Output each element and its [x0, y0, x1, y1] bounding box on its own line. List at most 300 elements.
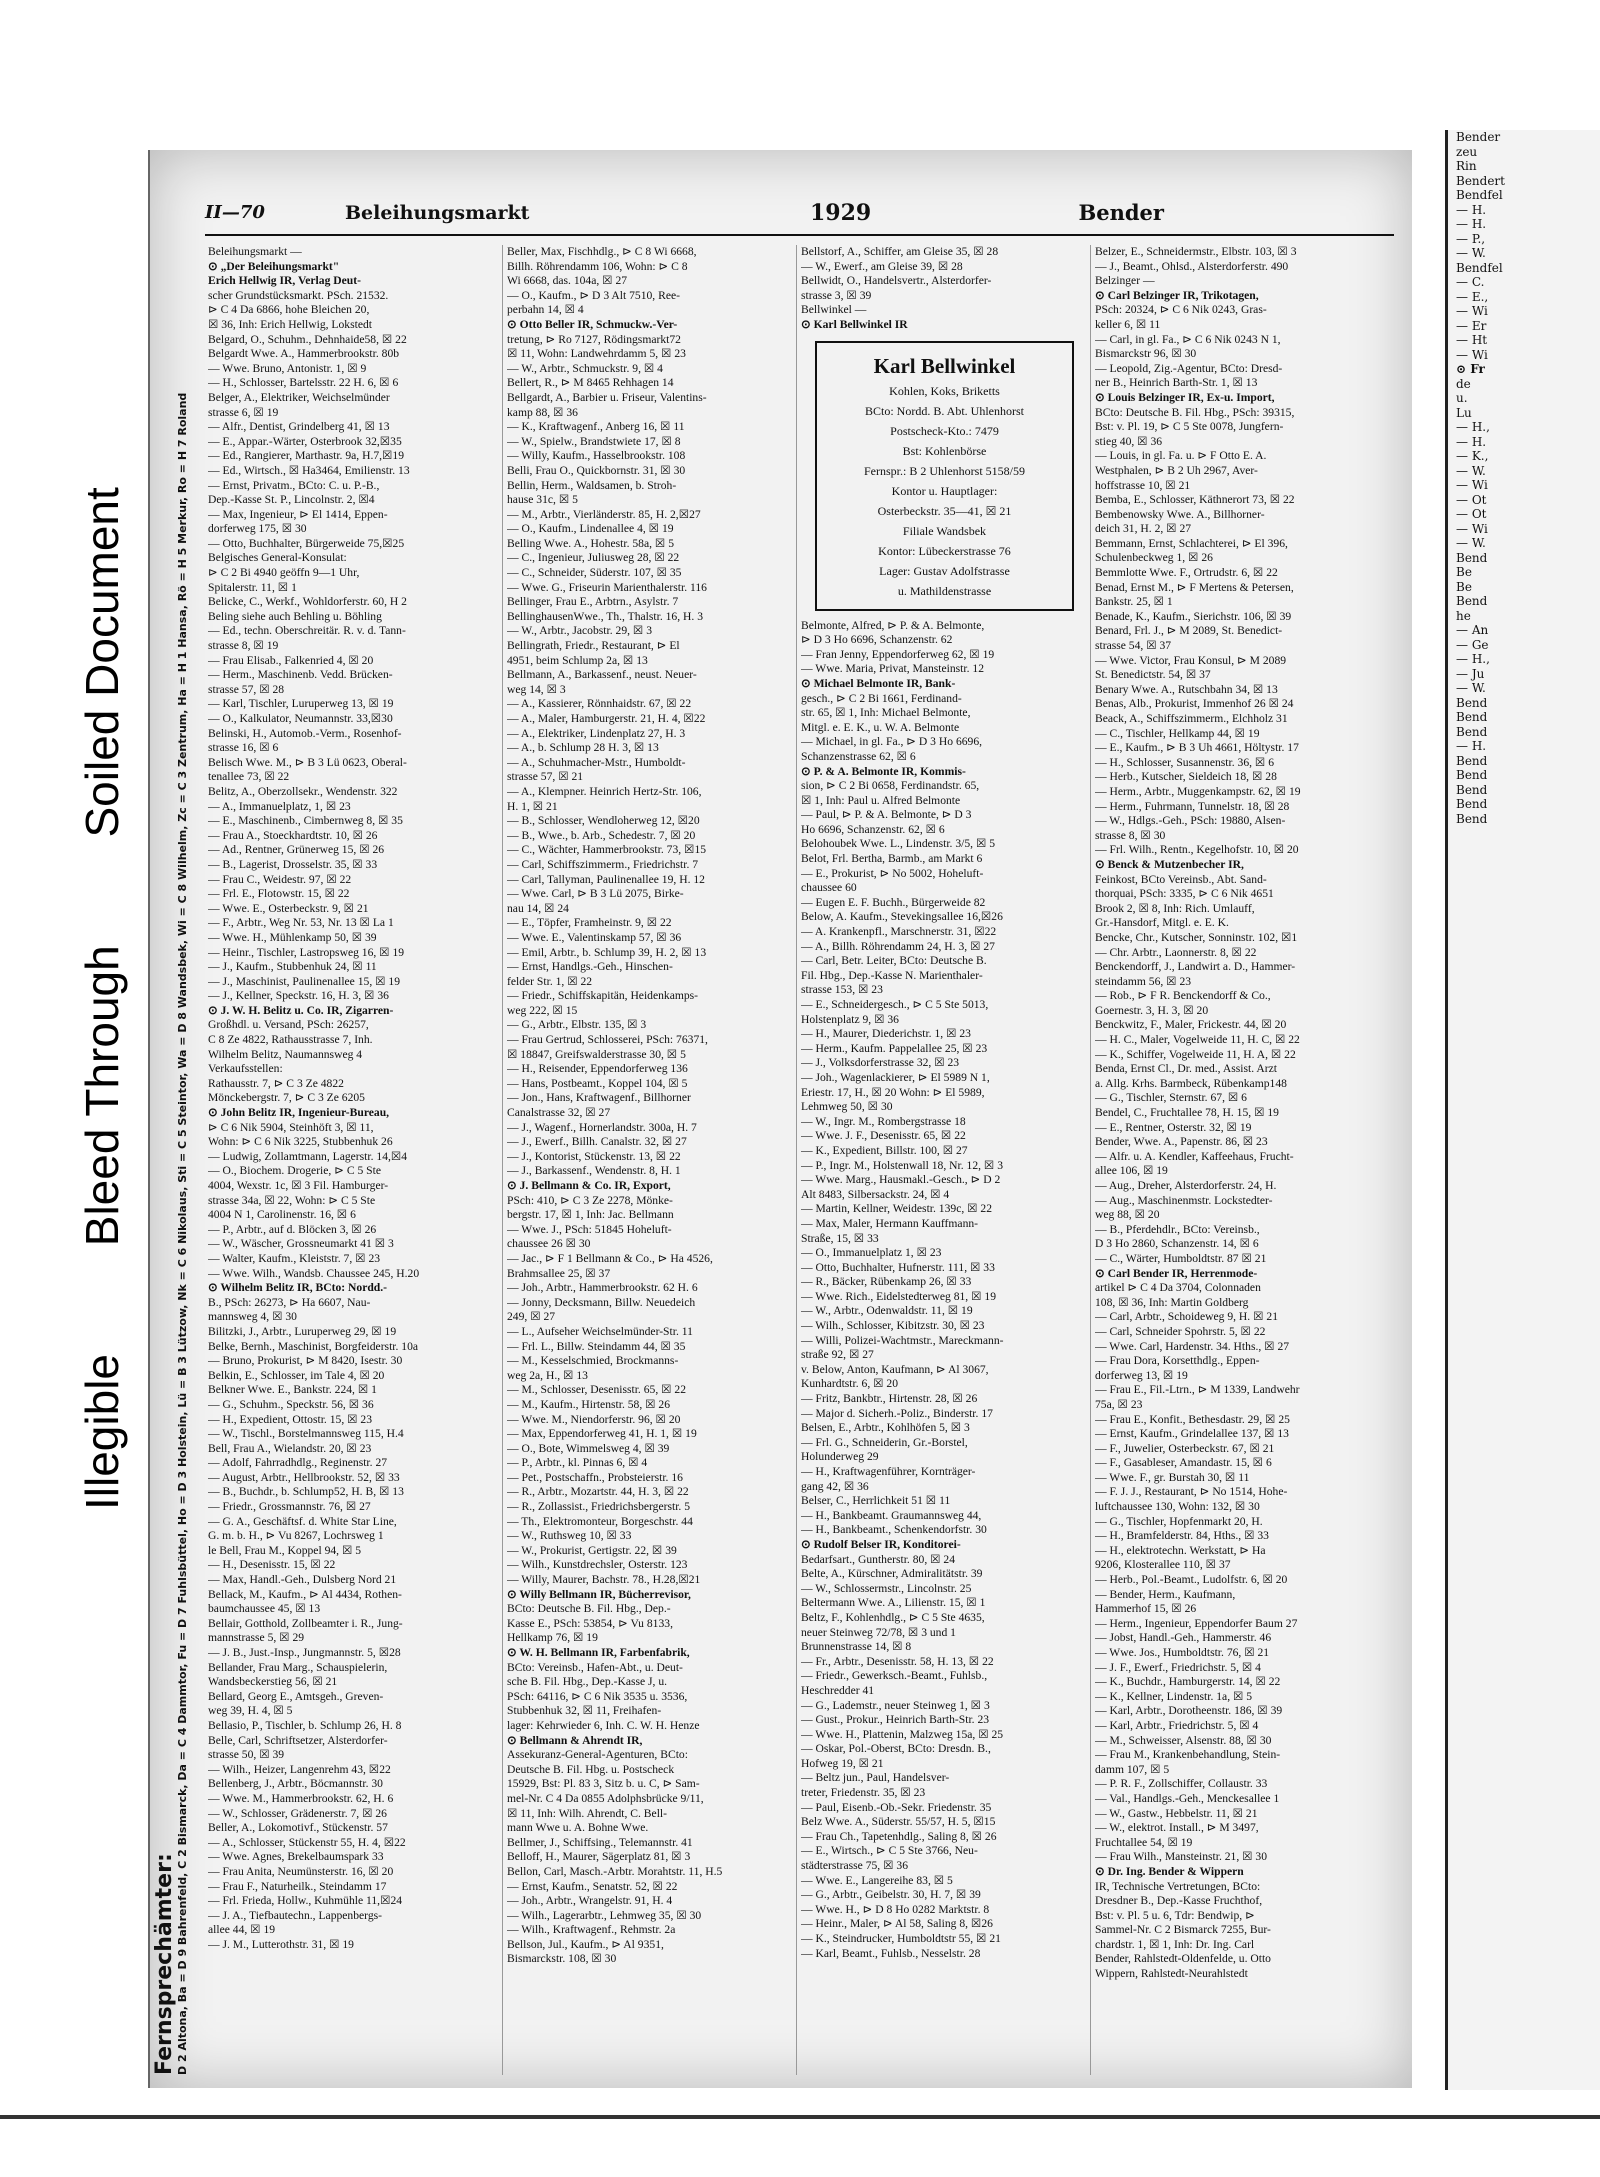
directory-entry-line: Sammel-Nr. C 2 Bismarck 7255, Bur- — [1095, 1923, 1271, 1937]
directory-entry-line: Bellinger, Frau E., Arbtrn., Asylstr. 7 — [507, 595, 679, 609]
directory-entry-line: — F. J. J., Restaurant, ⊳ No 1514, Hohe- — [1095, 1485, 1288, 1499]
directory-entry-line: — Wwe. H., Mühlenkamp 50, ☒ 39 — [208, 930, 377, 944]
directory-entry-line: Below, A. Kaufm., Stevekingsallee 16,☒26 — [801, 910, 1003, 924]
directory-entry-line: ⊙ Carl Belzinger IR, Trikotagen, — [1095, 288, 1259, 302]
directory-entry-line: damm 107, ☒ 5 — [1095, 1762, 1170, 1776]
directory-entry-line: — Bender, Herm., Kaufmann, — [1095, 1587, 1236, 1601]
directory-entry-line: — O., Bote, Wimmelsweg 4, ☒ 39 — [507, 1441, 670, 1455]
year: 1929 — [810, 200, 872, 226]
directory-entry-line: strasse 50, ☒ 39 — [208, 1748, 285, 1762]
directory-entry-line: Bellgardt, A., Barbier u. Friseur, Valentins- — [507, 390, 707, 404]
directory-entry-line: Bender, Rahlstedt-Oldenfelde, u. Otto — [1095, 1952, 1271, 1966]
directory-entry-line: Dresdner B., Dep.-Kasse Fruchthof, — [1095, 1894, 1263, 1908]
directory-entry-line: — R., Zollassist., Friedrichsbergerstr. 5 — [507, 1500, 691, 1514]
directory-entry-line: PSch: 410, ⊳ C 3 Ze 2278, Mönke- — [507, 1193, 673, 1207]
directory-entry-line: ⊙ „Der Beleihungsmarkt" — [208, 259, 340, 273]
directory-entry-line: Bismarckstr 96, ☒ 30 — [1095, 347, 1197, 361]
directory-entry-line: — Frl. Wilh., Rentn., Kegelhofstr. 10, ☒ 20 — [1095, 843, 1299, 857]
directory-entry-line: 9206, Klosterallee 110, ☒ 37 — [1095, 1558, 1231, 1572]
edge-fragment: — Wi — [1456, 347, 1488, 362]
column-3-top — [801, 245, 1086, 333]
directory-entry-line: strasse 8, ☒ 30 — [1095, 828, 1166, 842]
directory-entry-line: — Ernst, Privatm., BCto: C. u. P.-B., — [208, 478, 380, 492]
directory-entry-line: chaussee 60 — [801, 881, 857, 895]
edge-fragment: — C. — [1456, 275, 1485, 289]
directory-entry-line: — E., Maschinenb., Cimbernweg 8, ☒ 35 — [208, 814, 403, 828]
edge-fragment: — W. — [1456, 536, 1486, 550]
directory-entry-line: — G., Lademstr., neuer Steinweg 1, ☒ 3 — [801, 1698, 990, 1712]
directory-entry-line: — Wwe. Maria, Privat, Mansteinstr. 12 — [801, 662, 985, 676]
directory-entry-line: — L., Aufseher Weichselmünder-Str. 11 — [507, 1324, 693, 1338]
directory-entry-line: — J. A., Tiefbautechn., Lappenbergs- — [208, 1908, 382, 1922]
directory-entry-line: — Max, Maler, Hermann Kauffmann- — [801, 1216, 979, 1230]
directory-entry-line: Brahmsallee 25, ☒ 37 — [507, 1266, 611, 1280]
directory-entry-line: — Carl, Schneider Spohrstr. 5, ☒ 22 — [1095, 1324, 1266, 1338]
directory-entry-line: Ho 6696, Schanzenstr. 62, ☒ 6 — [801, 822, 945, 836]
directory-entry-line: — Wwe. Rich., Eidelstedterweg 81, ☒ 19 — [801, 1289, 996, 1303]
directory-entry-line: thorquai, PSch: 3335, ⊳ C 6 Nik 4651 — [1095, 887, 1274, 901]
directory-entry-line: strasse 57, ☒ 21 — [507, 770, 584, 784]
directory-entry-line: — P., Arbtr., auf d. Blöcken 3, ☒ 26 — [208, 1222, 377, 1236]
directory-entry-line: ⊙ Bellmann & Ahrendt IR, — [507, 1733, 643, 1747]
directory-entry-line: — A., Billh. Röhrendamm 24, H. 3, ☒ 27 — [801, 939, 995, 953]
illegible-label: Illegible — [76, 1354, 128, 1510]
directory-entry-line: — Wwe. Victor, Frau Konsul, ⊳ M 2089 — [1095, 653, 1287, 667]
directory-entry-line: — A., Immanuelplatz, 1, ☒ 23 — [208, 799, 351, 813]
directory-entry-line: — Louis, in gl. Fa. u. ⊳ F Otto E. A. — [1095, 449, 1267, 463]
column-1 — [208, 245, 493, 2075]
directory-entry-line: — Max, Handl.-Geh., Dulsberg Nord 21 — [208, 1573, 397, 1587]
directory-entry-line: lager: Kehrwieder 6, Inh. C. W. H. Henze — [507, 1718, 700, 1732]
directory-entry-line: 108, ☒ 36, Inh: Martin Goldberg — [1095, 1295, 1249, 1309]
directory-entry-line: — P., Ingr. M., Holstenwall 18, Nr. 12, ☒ 3 — [801, 1158, 1004, 1172]
directory-entry-line: — G., Tischler, Sternstr. 67, ☒ 6 — [1095, 1091, 1247, 1105]
directory-entry-line: Wi 6668, das. 104a, ☒ 27 — [507, 274, 628, 288]
directory-entry-line: PSch: 64116, ⊳ C 6 Nik 3535 u. 3536, — [507, 1689, 688, 1703]
directory-entry-line: — A., b. Schlump 28 H. 3, ☒ 13 — [507, 741, 659, 755]
directory-entry-line: Bellwidt, O., Handelsvertr., Alsterdorfer- — [801, 274, 992, 288]
edge-fragment: — E., — [1456, 289, 1489, 304]
directory-entry-line: — Otto, Buchhalter, Hufnerstr. 111, ☒ 33 — [801, 1260, 995, 1274]
directory-entry-line: ner B., Heinrich Barth-Str. 1, ☒ 13 — [1095, 376, 1258, 390]
ad-line: Bst: Kohlenbörse — [902, 443, 987, 458]
directory-entry-line: Spitalerstr. 11, ☒ 1 — [208, 580, 297, 594]
directory-entry-line: — Wwe. J., PSch: 51845 Hoheluft- — [507, 1222, 672, 1236]
directory-entry-line: — Heinr., Maler, ⊳ Al 58, Saling 8, ☒26 — [801, 1917, 993, 1931]
directory-entry-line: — Herm., Arbtr., Muggenkampstr. 62, ☒ 19 — [1095, 784, 1301, 798]
directory-entry-line: Bellson, Jul., Kaufm., ⊳ Al 9351, — [507, 1937, 664, 1951]
directory-entry-line: — H., Desenisstr. 15, ☒ 22 — [208, 1558, 336, 1572]
edge-fragment: Bend — [1456, 753, 1488, 768]
directory-entry-line: Benad, Ernst M., ⊳ F Mertens & Petersen, — [1095, 580, 1294, 594]
directory-entry-line: Feinkost, BCto Vereinsb., Abt. Sand- — [1095, 872, 1267, 886]
directory-entry-line: — Wwe. Carl, ⊳ B 3 Lü 2075, Birke- — [507, 887, 684, 901]
directory-entry-line: steindamm 56, ☒ 23 — [1095, 974, 1192, 988]
directory-entry-line: strasse 6, ☒ 19 — [208, 405, 279, 419]
directory-entry-line: Bemmann, Ernst, Schlachterei, ⊳ El 396, — [1095, 536, 1288, 550]
directory-entry-line: treter, Friedenstr. 35, ☒ 23 — [801, 1786, 926, 1800]
directory-entry-line: — Ed., Rangierer, Marthastr. 9a, H.7,☒19 — [208, 449, 405, 463]
directory-entry-line: Bellasio, P., Tischler, b. Schlump 26, H. 8 — [208, 1718, 402, 1732]
directory-entry-line: ⊳ C 4 Da 6866, hohe Bleichen 20, — [208, 303, 370, 317]
directory-entry-line: D 3 Ho 2860, Schanzenstr. 14, ☒ 6 — [1095, 1237, 1259, 1251]
directory-entry-line: — O., Kaufm., ⊳ D 3 Alt 7510, Ree- — [507, 288, 680, 302]
directory-entry-line: Benade, K., Kaufm., Sierichstr. 106, ☒ 39 — [1095, 609, 1292, 623]
directory-entry-line: — G., Arbtr., Elbstr. 135, ☒ 3 — [507, 1018, 647, 1032]
directory-entry-line: hause 31c, ☒ 5 — [507, 493, 578, 507]
directory-entry-line: — Herm., Maschinenb. Vedd. Brücken- — [208, 668, 393, 682]
directory-entry-line: Mitgl. e. E. K., u. W. A. Belmonte — [801, 720, 960, 734]
directory-entry-line: ☒ 1, Inh: Paul u. Alfred Belmonte — [801, 793, 961, 807]
directory-entry-line: — Willi, Polizei-Wachtmstr., Mareckmann- — [801, 1333, 1004, 1347]
directory-entry-line: Belling Wwe. A., Hohestr. 58a, ☒ 5 — [507, 536, 674, 550]
directory-entry-line: — Wwe. E., Langereihe 83, ☒ 5 — [801, 1873, 953, 1887]
edge-fragment: Bend — [1456, 797, 1488, 811]
directory-entry-line: 15929, Bst: Pl. 83 3, Sitz b. u. C, ⊳ Sam- — [507, 1777, 700, 1791]
directory-entry-line: Belgardt Wwe. A., Hammerbrookstr. 80b — [208, 347, 400, 361]
directory-entry-line: — E., Rentner, Osterstr. 32, ☒ 19 — [1095, 1120, 1252, 1134]
directory-entry-line: BellinghausenWwe., Th., Thalstr. 16, H. 3 — [507, 609, 703, 623]
directory-entry-line: Hofweg 19, ☒ 21 — [801, 1756, 884, 1770]
directory-entry-line: — K., Buchdr., Hamburgerstr. 14, ☒ 22 — [1095, 1675, 1281, 1689]
directory-entry-line: — B., Wwe., b. Arb., Schedestr. 7, ☒ 20 — [507, 828, 696, 842]
directory-entry-line: Beack, A., Schiffszimmerm., Elchholz 31 — [1095, 712, 1288, 725]
directory-entry-line: Bellstorf, A., Schiffer, am Gleise 35, ☒ 28 — [801, 245, 999, 258]
edge-fragment: Bendfel — [1456, 260, 1503, 275]
column-2 — [502, 245, 792, 2075]
directory-entry-line: — M., Schweisser, Alsenstr. 88, ☒ 30 — [1095, 1733, 1272, 1747]
directory-entry-line: Bankstr. 25, ☒ 1 — [1095, 595, 1173, 609]
directory-entry-line: Benard, Frl. J., ⊳ M 2089, St. Benedict- — [1095, 624, 1283, 638]
directory-entry-line: artikel ⊳ C 4 Da 3704, Colonnaden — [1095, 1281, 1261, 1295]
directory-entry-line: Brunnenstrasse 14, ☒ 8 — [801, 1640, 912, 1654]
directory-entry-line: — Karl, Tischler, Luruperweg 13, ☒ 19 — [208, 697, 394, 711]
directory-entry-line: Belinski, H., Automob.-Verm., Rosenhof- — [208, 726, 402, 740]
directory-entry-line: Benckendorff, J., Landwirt a. D., Hammer- — [1095, 960, 1296, 974]
directory-entry-line: — Ernst, Handlgs.-Geh., Hinschen- — [507, 960, 673, 974]
edge-fragment: — Ge — [1456, 637, 1489, 652]
edge-fragment: Be — [1456, 565, 1472, 579]
directory-entry-line: — A. Krankenpfl., Marschnerstr. 31, ☒22 — [801, 925, 997, 939]
directory-entry-line: Mönckebergstr. 7, ⊳ C 3 Ze 6205 — [208, 1091, 365, 1105]
edge-fragment: — H. — [1456, 739, 1487, 753]
directory-entry-line: ⊙ Willy Bellmann IR, Bücherrevisor, — [507, 1587, 691, 1601]
directory-entry-line: — G. A., Geschäftsf. d. White Star Line, — [208, 1514, 397, 1528]
directory-entry-line: — Wilh., Kraftwagenf., Rehmstr. 2a — [507, 1923, 676, 1937]
edge-fragment: Bend — [1456, 594, 1488, 608]
directory-entry-line: Belmonte, Alfred, ⊳ P. & A. Belmonte, — [801, 618, 985, 632]
edge-fragment: — H. — [1456, 202, 1487, 217]
directory-entry-line: Wandsbeckerstieg 56, ☒ 21 — [208, 1675, 338, 1689]
directory-entry-line: — P. R. F., Zollschiffer, Collaustr. 33 — [1095, 1777, 1268, 1791]
edge-fragment: — Wi — [1456, 304, 1488, 318]
directory-entry-line: strasse 3, ☒ 39 — [801, 288, 872, 302]
directory-entry-line: ⊙ John Belitz IR, Ingenieur-Bureau, — [208, 1106, 390, 1120]
directory-entry-line: — A., Schlosser, Stückenstr 55, H. 4, ☒22 — [208, 1835, 406, 1849]
directory-entry-line: Bst: v. Pl. 19, ⊳ C 5 Ste 0078, Jungfern- — [1095, 420, 1284, 434]
directory-entry-line: Großhdl. u. Versand, PSch: 26257, — [208, 1018, 369, 1032]
directory-entry-line: baumchaussee 45, ☒ 13 — [208, 1602, 321, 1616]
directory-entry-line: ⊙ J. W. H. Belitz u. Co. IR, Zigarren- — [208, 1003, 394, 1017]
directory-entry-line: mann Wwe u. A. Bohne Wwe. — [507, 1821, 649, 1835]
ad-line: Postscheck-Kto.: 7479 — [890, 423, 999, 438]
directory-entry-line: — Pet., Postschaffn., Probsteierstr. 16 — [507, 1470, 683, 1484]
directory-entry-line: — E., Kaufm., ⊳ B 3 Uh 4661, Höltystr. 17 — [1095, 741, 1299, 755]
directory-entry-line: Bellon, Carl, Masch.-Arbtr. Morahtstr. 11, H.5 — [507, 1864, 723, 1878]
directory-entry-line: Dep.-Kasse St. P., Lincolnstr. 2, ☒4 — [208, 493, 375, 507]
directory-entry-line: ⊙ P. & A. Belmonte IR, Kommis- — [801, 764, 966, 778]
directory-entry-line: Bilitzki, J., Arbtr., Luruperweg 29, ☒ 19 — [208, 1324, 397, 1338]
directory-entry-line: — O., Immanuelplatz 1, ☒ 23 — [801, 1246, 942, 1260]
directory-entry-line: hoffstrasse 10, ☒ 21 — [1095, 478, 1191, 492]
directory-entry-line: — O., Kaufm., Lindenallee 4, ☒ 19 — [507, 522, 674, 536]
ad-line: Fernspr.: B 2 Uhlenhorst 5158/59 — [864, 463, 1025, 478]
directory-entry-line: ⊙ W. H. Bellmann IR, Farbenfabrik, — [507, 1646, 690, 1659]
directory-entry-line: — Friedr., Schiffskapitän, Heidenkamps- — [507, 989, 699, 1003]
directory-entry-line: — Willy, Maurer, Bachstr. 78., H.28,☒21 — [507, 1573, 701, 1587]
ad-line: Kontor u. Hauptlager: — [891, 483, 998, 498]
directory-entry-line: — Paul, Eisenb.-Ob.-Sekr. Friedenstr. 35 — [801, 1800, 992, 1814]
directory-entry-line: — Frau Wilh., Mansteinstr. 21, ☒ 30 — [1095, 1850, 1268, 1864]
directory-entry-line: Belloff, H., Maurer, Sägerplatz 81, ☒ 3 — [507, 1850, 691, 1864]
directory-entry-line: — W., Schlosser, Grädenerstr. 7, ☒ 26 — [208, 1806, 387, 1820]
edge-fragment: — Wi — [1456, 521, 1488, 536]
directory-entry-line: nau 14, ☒ 24 — [507, 901, 569, 915]
directory-entry-line: — J., Kellner, Speckstr. 16, H. 3, ☒ 36 — [208, 989, 389, 1003]
directory-entry-line: — J., Maschinist, Paulinenallee 15, ☒ 19 — [208, 974, 401, 988]
directory-entry-line: 4951, beim Schlump 2a, ☒ 13 — [507, 653, 648, 667]
directory-entry-line: weg 88, ☒ 20 — [1095, 1208, 1160, 1222]
document-status-stamp — [30, 190, 128, 1510]
directory-entry-line: — G., Tischler, Hopfenmarkt 20, H. — [1095, 1514, 1263, 1528]
directory-entry-line: le Bell, Frau M., Koppel 94, ☒ 5 — [208, 1543, 362, 1557]
edge-fragment: — K., — [1456, 449, 1489, 463]
directory-entry-line: Belot, Frl. Bertha, Barmb., am Markt 6 — [801, 852, 983, 866]
directory-entry-line: Bellenberg, J., Arbtr., Böcmannstr. 30 — [208, 1777, 383, 1791]
ad-line: Filiale Wandsbek — [902, 523, 987, 538]
directory-entry-line: — M., Schlosser, Desenisstr. 65, ☒ 22 — [507, 1383, 687, 1397]
directory-entry-line: — Jonny, Decksmann, Billw. Neuedeich — [507, 1295, 696, 1309]
directory-entry-line: weg 2a, H., ☒ 13 — [507, 1368, 588, 1382]
section-title: Beleihungsmarkt — [345, 202, 530, 224]
directory-entry-line: Belzinger — — [1095, 274, 1155, 288]
directory-entry-line: tretung, ⊳ Ro 7127, Rödingsmarkt72 — [507, 332, 681, 346]
edge-fragment: Bend — [1456, 811, 1488, 826]
directory-entry-line: C 8 Ze 4822, Rathausstrasse 7, Inh. — [208, 1033, 373, 1047]
directory-entry-line: — H., Schlosser, Susannenstr. 36, ☒ 6 — [1095, 755, 1275, 769]
directory-entry-line: — Joh., Wagenlackierer, ⊳ El 5989 N 1, — [801, 1070, 990, 1084]
phone-exchange-strip — [150, 245, 196, 2085]
directory-entry-line: — Karl, Arbtr., Dorotheenstr. 186, ☒ 39 — [1095, 1704, 1283, 1718]
directory-entry-line: — Frau Dora, Korsetthdlg., Eppen- — [1095, 1354, 1260, 1368]
directory-entry-line: dorferweg 175, ☒ 30 — [208, 522, 307, 536]
directory-entry-line: — Ernst, Kaufm., Grindelallee 137, ☒ 13 — [1095, 1427, 1289, 1441]
directory-entry-line: — Frau Anita, Neumünsterstr. 16, ☒ 20 — [208, 1864, 394, 1878]
directory-entry-line: Schulenbeckweg 1, ☒ 26 — [1095, 551, 1213, 565]
directory-entry-line: — H., Reisender, Eppendorferweg 136 — [507, 1062, 688, 1076]
directory-entry-line: — Frau Gertrud, Schlosserei, PSch: 76371, — [507, 1033, 708, 1047]
directory-entry-line: — Martin, Kellner, Weidestr. 139c, ☒ 22 — [801, 1202, 993, 1216]
directory-entry-line: — W., Schlossermstr., Lincolnstr. 25 — [801, 1581, 972, 1595]
directory-entry-line: Beller, A., Lokomotivf., Stückenstr. 57 — [208, 1821, 388, 1835]
ad-line: Lager: Gustav Adolfstrasse — [879, 563, 1010, 578]
directory-entry-line: strasse 16, ☒ 6 — [208, 741, 279, 755]
directory-page — [148, 150, 1412, 2088]
directory-entry-line: — Frl. E., Flotowstr. 15, ☒ 22 — [208, 887, 350, 901]
directory-entry-line: — Joh., Arbtr., Hammerbrookstr. 62 H. 6 — [507, 1281, 698, 1295]
directory-entry-line: — Aug., Maschinenmstr. Lockstedter- — [1095, 1193, 1273, 1207]
directory-entry-line: — Carl, Betr. Leiter, BCto: Deutsche B. — [801, 954, 987, 968]
directory-entry-line: — K., Kellner, Lindenstr. 1a, ☒ 5 — [1095, 1689, 1253, 1703]
edge-fragment: Bend — [1456, 550, 1488, 565]
directory-entry-line: — Heinr., Tischler, Lastropsweg 16, ☒ 19 — [208, 945, 405, 959]
directory-entry-line: v. Below, Anton, Kaufmann, ⊳ Al 3067, — [801, 1362, 989, 1376]
edge-fragment: — H., — [1456, 420, 1490, 434]
edge-fragment: de — [1456, 376, 1471, 391]
directory-entry-line: Belser, C., Herrlichkeit 51 ☒ 11 — [801, 1494, 951, 1508]
directory-entry-line: — Max, Ingenieur, ⊳ El 1414, Eppen- — [208, 507, 388, 521]
edge-fragment: ⊙ Fr — [1456, 362, 1485, 376]
directory-entry-line: felder Str. 1, ☒ 22 — [507, 974, 593, 988]
directory-entry-line: dorferweg 13, ☒ 19 — [1095, 1368, 1188, 1382]
directory-entry-line: Bembenowsky Wwe. A., Billhorner- — [1095, 507, 1265, 521]
directory-entry-line: — Wwe. Bruno, Antonistr. 1, ☒ 9 — [208, 361, 367, 375]
directory-entry-line: G. m. b. H., ⊳ Vu 8267, Lochrsweg 1 — [208, 1529, 384, 1543]
directory-entry-line: scher Grundstücksmarkt. PSch. 21532. — [208, 288, 389, 302]
directory-entry-line: ⊙ Louis Belzinger IR, Ex-u. Import, — [1095, 390, 1275, 404]
directory-entry-line: Beling siehe auch Behling u. Böhling — [208, 609, 382, 623]
directory-entry-line: Bismarckstr. 108, ☒ 30 — [507, 1952, 617, 1966]
edge-fragment: — H. — [1456, 217, 1487, 231]
directory-entry-line: Hellkamp 76, ☒ 19 — [507, 1631, 598, 1645]
ad-line: Kohlen, Koks, Briketts — [889, 383, 1000, 398]
directory-entry-line: — C., Schneider, Süderstr. 107, ☒ 35 — [507, 566, 682, 580]
directory-entry-line: — Herm., Fuhrmann, Tunnelstr. 18, ☒ 28 — [1095, 799, 1290, 813]
directory-entry-line: Benda, Ernst Cl., Dr. med., Assist. Arzt — [1095, 1062, 1277, 1076]
directory-entry-line: — Wwe. M., Hammerbrookstr. 62, H. 6 — [208, 1791, 394, 1805]
directory-entry-line: — Carl, Arbtr., Schoideweg 9, H. ☒ 21 — [1095, 1310, 1278, 1324]
directory-entry-line: Belisch Wwe. M., ⊳ B 3 Lü 0623, Oberal- — [208, 755, 407, 769]
directory-entry-line: — Frl. Frieda, Hollw., Kuhmühle 11,☒24 — [208, 1894, 403, 1908]
directory-entry-line: — O., Kalkulator, Neumannstr. 33,☒30 — [208, 712, 393, 725]
edge-fragment: Be — [1456, 579, 1472, 594]
directory-entry-line: weg 222, ☒ 15 — [507, 1003, 578, 1017]
directory-entry-line: — Frau M., Krankenbehandlung, Stein- — [1095, 1748, 1281, 1762]
ad-line: u. Mathildenstrasse — [897, 583, 992, 598]
directory-entry-line: Lehmweg 50, ☒ 30 — [801, 1100, 893, 1114]
directory-entry-line: — J., Wagenf., Hornerlandstr. 300a, H. 7 — [507, 1120, 697, 1134]
directory-entry-line: Benas, Alb., Prokurist, Immenhof 26 ☒ 24 — [1095, 697, 1294, 711]
directory-entry-line: — K., Expedient, Billstr. 100, ☒ 27 — [801, 1143, 968, 1157]
directory-entry-line: — H., Bankbeamt., Schenkendorfstr. 30 — [801, 1523, 987, 1537]
directory-entry-line: Belzer, E., Schneidermstr., Elbstr. 103, ☒ 3 — [1095, 245, 1297, 258]
directory-entry-line: — J., Kontorist, Stückenstr. 13, ☒ 22 — [507, 1149, 681, 1163]
directory-entry-line: straße 92, ☒ 27 — [801, 1348, 874, 1362]
directory-entry-line: — Ad., Rentner, Grünerweg 15, ☒ 26 — [208, 843, 385, 857]
directory-entry-line: — W., Ewerf., am Gleise 39, ☒ 28 — [801, 259, 963, 273]
directory-entry-line: ⊳ D 3 Ho 6696, Schanzenstr. 62 — [801, 633, 953, 647]
directory-entry-line: Belgard, O., Schuhm., Dehnhaide58, ☒ 22 — [208, 332, 407, 346]
directory-entry-line: — Hans, Postbeamt., Koppel 104, ☒ 5 — [507, 1076, 688, 1090]
directory-entry-line: — Joh., Arbtr., Wrangelstr. 91, H. 4 — [507, 1894, 673, 1908]
directory-entry-line: Bemmlotte Wwe. F., Ortrudstr. 6, ☒ 22 — [1095, 566, 1278, 580]
edge-fragment: — W. — [1456, 246, 1486, 260]
directory-entry-line: — W., Arbtr., Odenwaldstr. 11, ☒ 19 — [801, 1304, 973, 1318]
edge-fragment: Bend — [1456, 695, 1488, 710]
directory-entry-line: gesch., ⊳ C 2 Bi 1661, Ferdinand- — [801, 691, 962, 705]
directory-entry-line: — O., Biochem. Drogerie, ⊳ C 5 Ste — [208, 1164, 381, 1178]
directory-entry-line: PSch: 20324, ⊳ C 6 Nik 0243, Gras- — [1095, 303, 1267, 317]
directory-entry-line: — Max, Eppendorferweg 41, H. 1, ☒ 19 — [507, 1427, 697, 1441]
directory-entry-line: — B., Lagerist, Drosselstr. 35, ☒ 33 — [208, 857, 378, 871]
directory-entry-line: kamp 88, ☒ 36 — [507, 405, 578, 419]
directory-entry-line: — W., Wäscher, Grossneumarkt 41 ☒ 3 — [208, 1237, 394, 1251]
directory-entry-line: — E., Appar.-Wärter, Osterbrook 32,☒35 — [208, 434, 402, 448]
directory-entry-line: luftchaussee 130, Wohn: 132, ☒ 30 — [1095, 1500, 1260, 1514]
directory-entry-line: Assekuranz-General-Agenturen, BCto: — [507, 1748, 688, 1762]
directory-entry-line: — Leopold, Zig.-Agentur, BCto: Dresd- — [1095, 361, 1283, 375]
directory-entry-line: — Frau C., Weidestr. 97, ☒ 22 — [208, 872, 352, 886]
directory-entry-line: — A., Klempner. Heinrich Hertz-Str. 106, — [507, 784, 702, 798]
directory-entry-line: strasse 34a, ☒ 22, Wohn: ⊳ C 5 Ste — [208, 1193, 376, 1207]
directory-entry-line: — W., Arbtr., Schmuckstr. 9, ☒ 4 — [507, 361, 663, 375]
directory-entry-line: Bell, Frau A., Wielandstr. 20, ☒ 23 — [208, 1441, 372, 1455]
directory-entry-line: städterstrasse 75, ☒ 36 — [801, 1859, 908, 1873]
directory-entry-line: — Friedr., Gewerksch.-Beamt., Fuhlsb., — [801, 1669, 988, 1683]
directory-entry-line: Benckwitz, F., Maler, Frickestr. 44, ☒ 20 — [1095, 1018, 1287, 1032]
edge-fragment: — Wi — [1456, 478, 1488, 492]
directory-entry-line: tenallee 73, ☒ 22 — [208, 770, 290, 784]
directory-entry-line: — W., Arbtr., Jacobstr. 29, ☒ 3 — [507, 624, 653, 638]
directory-entry-line: ⊙ Karl Bellwinkel IR — [801, 317, 908, 331]
directory-entry-line: — Otto, Buchhalter, Bürgerweide 75,☒25 — [208, 536, 405, 550]
directory-entry-line: — W., Tischl., Borstelmannsweg 115, H.4 — [208, 1427, 404, 1441]
directory-entry-line: — Wwe. E., Valentinskamp 57, ☒ 36 — [507, 930, 682, 944]
directory-entry-line: Bellmer, J., Schiffsing., Telemannstr. 41 — [507, 1835, 693, 1849]
directory-entry-line: Wohn: ⊳ C 6 Nik 3225, Stubbenhuk 26 — [208, 1135, 393, 1149]
directory-entry-line: — Emil, Arbtr., b. Schlump 39, H. 2, ☒ 13 — [507, 945, 707, 959]
directory-entry-line: allee 44, ☒ 19 — [208, 1923, 276, 1937]
directory-entry-line: bergstr. 17, ☒ 1, Inh: Jac. Bellmann — [507, 1208, 674, 1222]
directory-entry-line: — K., Steindrucker, Humboldtstr 55, ☒ 21 — [801, 1932, 1001, 1945]
directory-entry-line: — Gust., Prokur., Heinrich Barth-Str. 23 — [801, 1713, 990, 1727]
edge-fragment: Bend — [1456, 710, 1488, 724]
directory-entry-line: Belicke, C., Werkf., Wohldorferstr. 60, H 2 — [208, 595, 407, 609]
directory-entry-line: — Karl, Beamt., Fuhlsb., Nesselstr. 28 — [801, 1946, 981, 1960]
directory-entry-line: Canalstrasse 32, ☒ 27 — [507, 1106, 611, 1120]
directory-entry-line: — Wwe. E., Osterbeckstr. 9, ☒ 21 — [208, 901, 369, 915]
directory-entry-line: sion, ⊳ C 2 Bi 0658, Ferdinandstr. 65, — [801, 779, 980, 793]
directory-entry-line: 249, ☒ 27 — [507, 1310, 556, 1324]
directory-entry-line: — A., Schuhmacher-Mstr., Humboldt- — [507, 755, 686, 769]
directory-entry-line: — R., Arbtr., Mozartstr. 44, H. 3, ☒ 22 — [507, 1485, 689, 1499]
edge-fragment: — Er — [1456, 318, 1487, 333]
directory-entry-line: Bendel, C., Fruchtallee 78, H. 15, ☒ 19 — [1095, 1106, 1279, 1120]
directory-entry-line: — W., Gastw., Hebbelstr. 11, ☒ 21 — [1095, 1806, 1258, 1820]
directory-entry-line: Beleihungsmarkt — — [208, 245, 302, 258]
directory-entry-line: — H., Maurer, Diederichstr. 1, ☒ 23 — [801, 1027, 971, 1041]
directory-entry-line: Billh. Röhrendamm 106, Wohn: ⊳ C 8 — [507, 259, 688, 273]
directory-entry-line: Belkner Wwe. E., Bankstr. 224, ☒ 1 — [208, 1383, 377, 1397]
directory-entry-line: Belger, A., Elektriker, Weichselmünder — [208, 390, 390, 404]
directory-entry-line: — C., Wärter, Humboldtstr. 87 ☒ 21 — [1095, 1251, 1267, 1265]
ad-line: Kontor: Lübeckerstrasse 76 — [878, 543, 1011, 558]
directory-entry-line: Benary Wwe. A., Rutschbahn 34, ☒ 13 — [1095, 682, 1278, 696]
directory-entry-line: St. Benedictstr. 54, ☒ 37 — [1095, 668, 1211, 682]
directory-entry-line: deich 31, H. 2, ☒ 27 — [1095, 522, 1192, 536]
directory-entry-line: Belgisches General-Konsulat: — [208, 551, 347, 565]
directory-entry-line: — J., Ewerf., Billh. Canalstr. 32, ☒ 27 — [507, 1135, 687, 1149]
